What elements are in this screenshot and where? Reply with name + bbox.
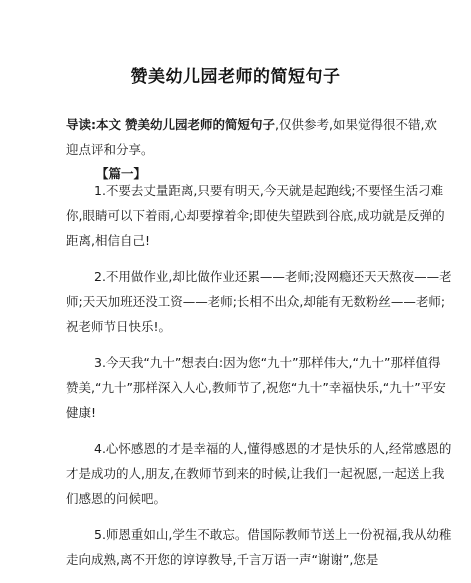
section-label: 【篇一】 <box>96 166 147 181</box>
paragraph-3: 3.今天我“九十”想表白:因为您“九十”那样伟大,“九十”那样值得赞美,“九十”那样深入人心,教师节了,祝您“九十”幸福快乐,“九十”平安健康! <box>66 355 446 420</box>
paragraph-1: 1.不要去丈量距离,只要有明天,今天就是起跑线;不要怪生活刁难你,眼睛可以下着雨,心却要撑着伞;即使失望跌到谷底,成功就是反弹的距离,相信自己! <box>66 183 445 248</box>
intro-lead: 导读:本文 <box>66 117 121 132</box>
paragraph-2: 2.不用做作业,却比做作业还累——老师;没网瘾还天天熬夜——老师;天天加班还没工资——老师;长相不出众,却能有无数粉丝——老师;祝老师节日快乐!。 <box>66 269 452 334</box>
intro-paragraph <box>66 112 446 162</box>
paragraph-list <box>66 178 452 583</box>
intro-rest: ,仅供参考,如果觉得很不错,欢迎点评和分享。 <box>66 117 437 157</box>
paragraph-4: 4.心怀感恩的才是幸福的人,懂得感恩的才是快乐的人,经常感恩的才是成功的人,朋友,在教师节到来的时候,让我们一起祝愿,一起送上我们感恩的问候吧。 <box>66 441 452 506</box>
intro-title-ref: 赞美幼儿园老师的简短句子 <box>124 117 275 132</box>
paragraph-5: 5.师恩重如山,学生不敢忘。借国际教师节送上一份祝福,我从幼稚走向成熟,离不开您的谆谆教导,千言万语一声“谢谢”,您是 <box>66 527 452 567</box>
document-title: 赞美幼儿园老师的简短句子 <box>130 67 341 87</box>
